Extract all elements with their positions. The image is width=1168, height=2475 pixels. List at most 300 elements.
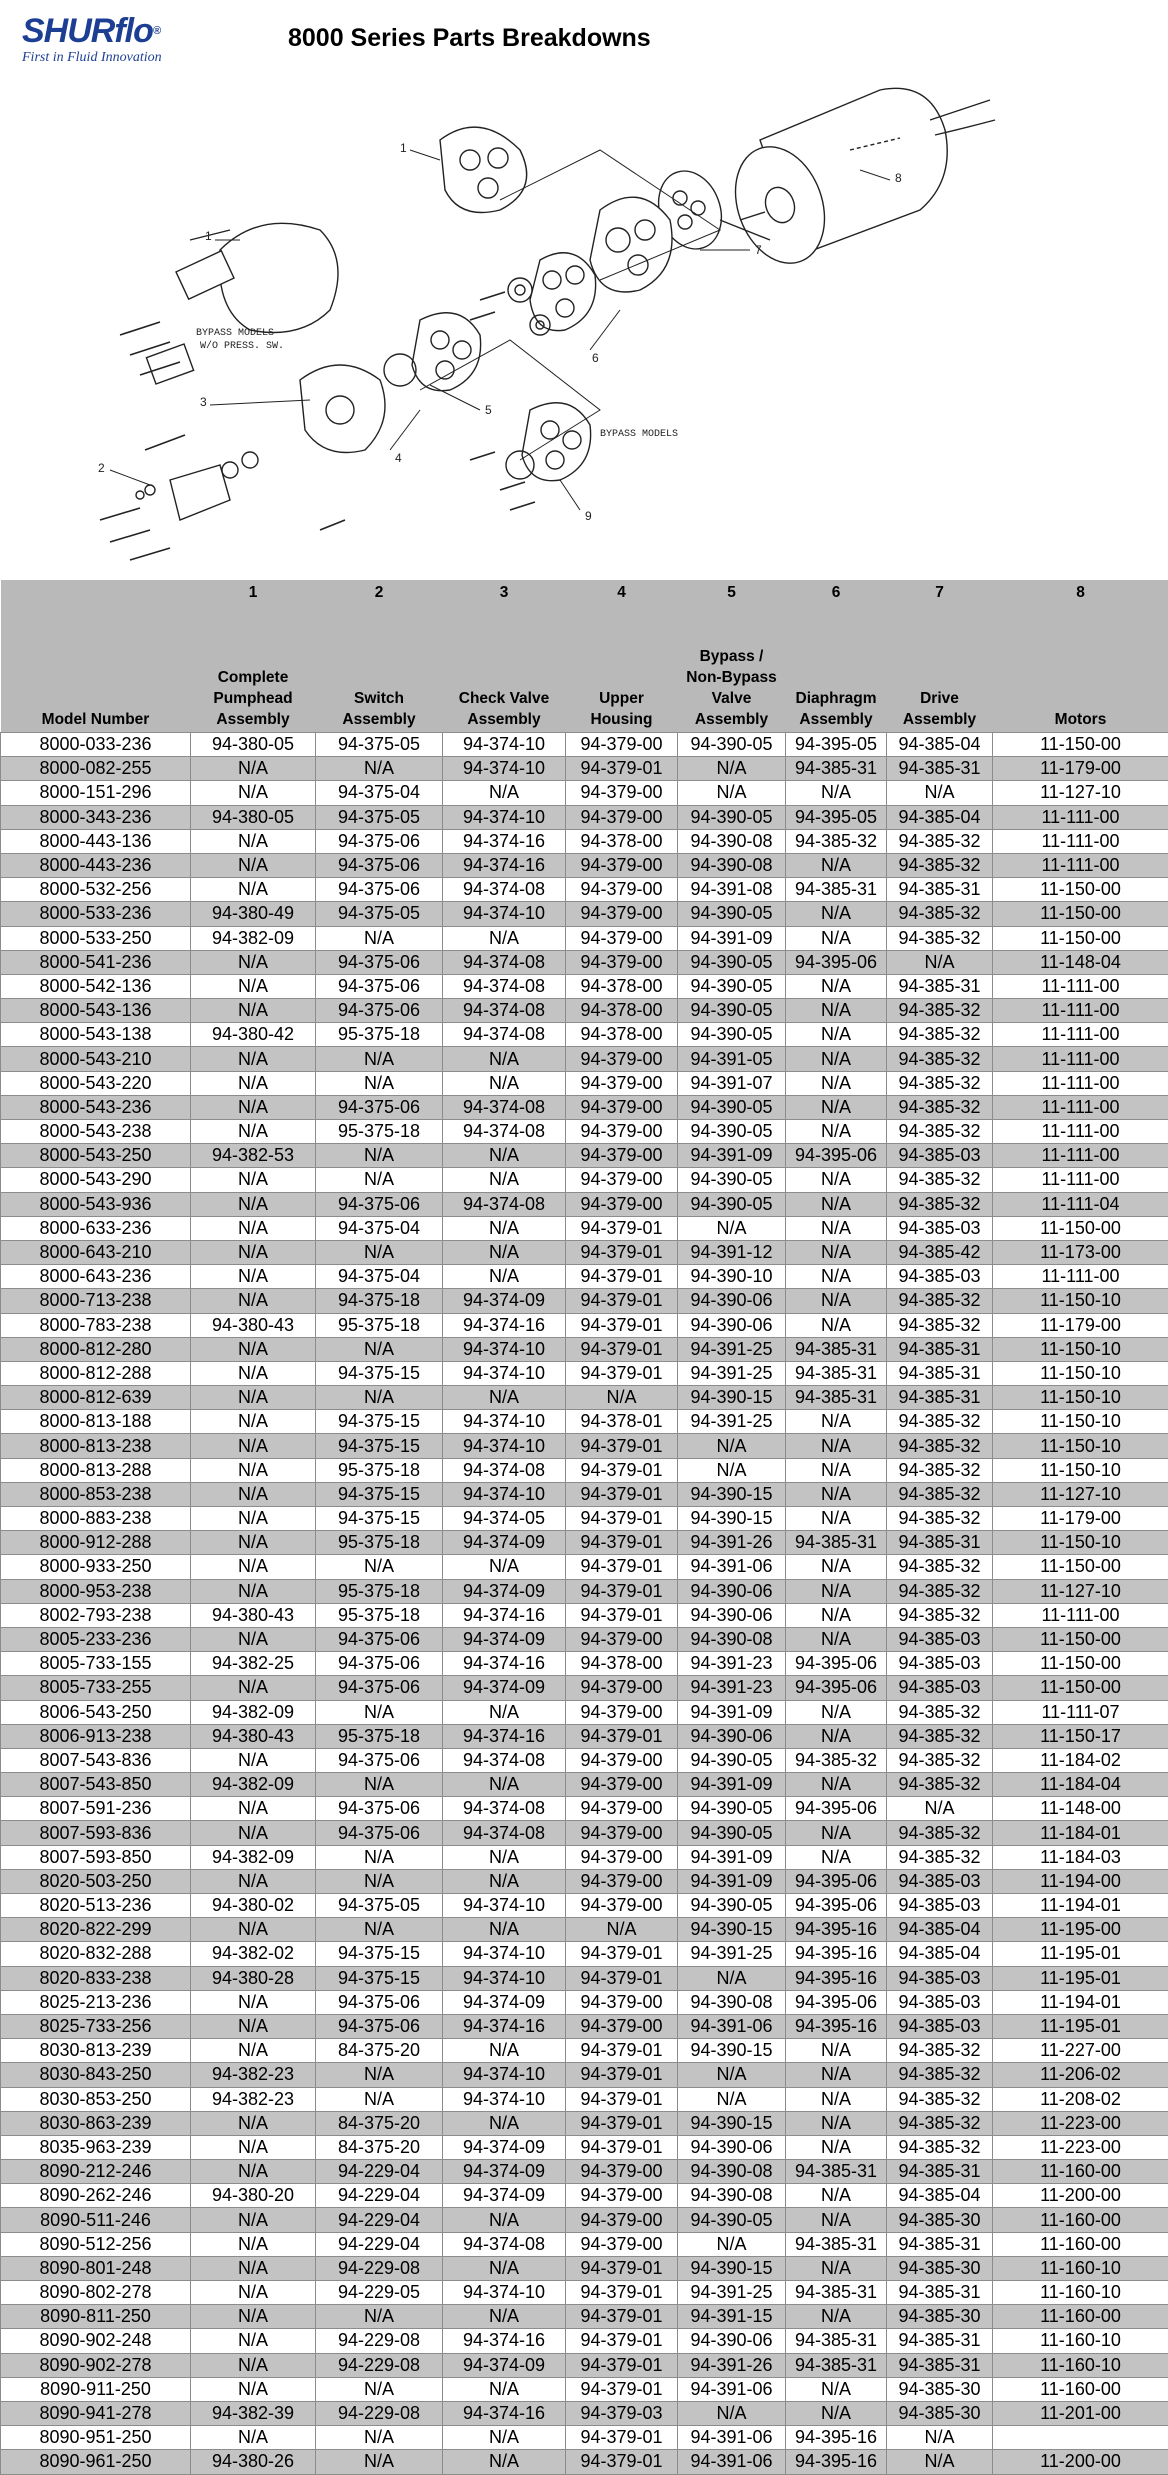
part-number-cell: N/A xyxy=(887,1797,993,1821)
part-number-cell: N/A xyxy=(786,2208,887,2232)
model-number-cell: 8000-813-238 xyxy=(1,1434,191,1458)
part-number-cell: 94-391-25 xyxy=(678,2281,786,2305)
column-header-line: Assembly xyxy=(318,709,441,730)
table-row xyxy=(1,2401,1168,2425)
part-number-cell: 94-374-16 xyxy=(443,2329,566,2353)
part-number-cell: 11-200-00 xyxy=(993,2184,1168,2208)
part-number-cell: 11-111-00 xyxy=(993,829,1168,853)
model-number-cell: 8000-443-236 xyxy=(1,853,191,877)
part-number-cell: 94-379-01 xyxy=(566,1507,678,1531)
part-number-cell: 94-374-16 xyxy=(443,853,566,877)
part-number-cell: 94-385-03 xyxy=(887,1966,993,1990)
part-number-cell: 94-391-06 xyxy=(678,2377,786,2401)
part-number-cell: 94-385-32 xyxy=(887,1168,993,1192)
part-number-cell: 94-379-01 xyxy=(566,1337,678,1361)
part-number-cell: N/A xyxy=(786,1603,887,1627)
part-number-cell: 94-382-25 xyxy=(191,1652,316,1676)
column-header-line: Motors xyxy=(995,709,1167,730)
callout-1-left: 1 xyxy=(205,229,212,243)
part-number-cell: 94-385-31 xyxy=(887,757,993,781)
part-number-cell: 94-385-32 xyxy=(887,1773,993,1797)
table-row xyxy=(1,1120,1168,1144)
table-row xyxy=(1,757,1168,781)
model-number-cell: 8090-961-250 xyxy=(1,2450,191,2474)
part-number-cell: 94-385-31 xyxy=(887,1361,993,1385)
part-number-cell: N/A xyxy=(786,1845,887,1869)
part-number-cell: 94-374-08 xyxy=(443,974,566,998)
part-number-cell: N/A xyxy=(316,2087,443,2111)
part-number-cell: N/A xyxy=(191,829,316,853)
part-number-cell: N/A xyxy=(786,1240,887,1264)
table-row xyxy=(1,1192,1168,1216)
part-number-cell: 94-374-08 xyxy=(443,999,566,1023)
part-number-cell: N/A xyxy=(443,1071,566,1095)
logo-wordmark: SHURflo xyxy=(22,12,153,50)
part-number-cell: 94-385-31 xyxy=(786,757,887,781)
part-number-cell: 94-395-16 xyxy=(786,1942,887,1966)
part-number-cell: 94-379-01 xyxy=(566,2329,678,2353)
model-number-cell: 8090-212-246 xyxy=(1,2160,191,2184)
switch-assembly-drawing xyxy=(136,465,230,520)
part-number-cell: 94-379-00 xyxy=(566,1168,678,1192)
part-number-cell: 94-390-08 xyxy=(678,853,786,877)
part-number-cell: N/A xyxy=(191,1579,316,1603)
part-number-cell: 94-375-05 xyxy=(316,1894,443,1918)
part-number-cell: 94-375-15 xyxy=(316,1410,443,1434)
part-number-cell: 94-382-39 xyxy=(191,2401,316,2425)
part-number-cell: 94-379-01 xyxy=(566,1240,678,1264)
part-number-cell: 11-160-00 xyxy=(993,2305,1168,2329)
table-row xyxy=(1,1821,1168,1845)
part-number-cell: 94-379-00 xyxy=(566,1869,678,1893)
part-number-cell: 94-379-01 xyxy=(566,1724,678,1748)
part-number-cell: 94-374-09 xyxy=(443,1531,566,1555)
table-row xyxy=(1,2135,1168,2159)
column-header-line: Model Number xyxy=(3,709,189,730)
part-number-cell: 94-390-05 xyxy=(678,1023,786,1047)
part-number-cell: N/A xyxy=(316,2450,443,2474)
part-number-cell: 11-150-10 xyxy=(993,1410,1168,1434)
part-number-cell: 94-375-06 xyxy=(316,1676,443,1700)
part-number-cell: 11-150-00 xyxy=(993,1216,1168,1240)
part-number-cell: 94-385-32 xyxy=(887,1555,993,1579)
part-number-cell: 94-385-32 xyxy=(887,1434,993,1458)
part-number-cell: 94-379-00 xyxy=(566,1071,678,1095)
part-number-cell: 94-385-31 xyxy=(786,1386,887,1410)
model-number-cell: 8000-933-250 xyxy=(1,1555,191,1579)
part-number-cell: 94-374-08 xyxy=(443,1120,566,1144)
part-number-cell: 11-184-02 xyxy=(993,1748,1168,1772)
part-number-cell: 94-379-00 xyxy=(566,1797,678,1821)
part-number-cell: 94-374-10 xyxy=(443,902,566,926)
part-number-cell: 94-375-05 xyxy=(316,902,443,926)
model-number-cell: 8090-802-278 xyxy=(1,2281,191,2305)
part-number-cell: N/A xyxy=(191,2426,316,2450)
part-number-cell: 94-379-00 xyxy=(566,2014,678,2038)
part-number-cell: 94-380-43 xyxy=(191,1313,316,1337)
part-number-cell: 94-390-05 xyxy=(678,733,786,757)
part-number-cell: 94-379-00 xyxy=(566,2232,678,2256)
part-number-cell: N/A xyxy=(786,1821,887,1845)
part-number-cell: N/A xyxy=(191,1482,316,1506)
model-number-cell: 8000-783-238 xyxy=(1,1313,191,1337)
part-number-cell: N/A xyxy=(316,1337,443,1361)
part-number-cell: 94-390-05 xyxy=(678,1095,786,1119)
table-row xyxy=(1,1410,1168,1434)
part-number-cell: 94-385-32 xyxy=(887,1507,993,1531)
part-number-cell: 94-374-16 xyxy=(443,2014,566,2038)
part-number-cell: 94-385-30 xyxy=(887,2305,993,2329)
part-number-cell: 11-150-10 xyxy=(993,1386,1168,1410)
part-number-cell: 94-375-15 xyxy=(316,1361,443,1385)
part-number-cell: N/A xyxy=(887,781,993,805)
part-number-cell: 94-379-00 xyxy=(566,1676,678,1700)
part-number-cell: 94-229-04 xyxy=(316,2232,443,2256)
part-number-cell: N/A xyxy=(191,1748,316,1772)
table-row xyxy=(1,1603,1168,1627)
part-number-cell: 94-380-43 xyxy=(191,1724,316,1748)
part-number-cell: 94-385-32 xyxy=(887,2063,993,2087)
part-number-cell: N/A xyxy=(191,2305,316,2329)
table-row xyxy=(1,2063,1168,2087)
part-number-cell: 94-374-10 xyxy=(443,1482,566,1506)
table-row xyxy=(1,1265,1168,1289)
part-number-cell: 94-379-00 xyxy=(566,1047,678,1071)
part-number-cell: 94-395-06 xyxy=(786,1144,887,1168)
model-number-cell: 8005-733-155 xyxy=(1,1652,191,1676)
part-number-cell: 94-385-30 xyxy=(887,2208,993,2232)
part-number-cell: 94-375-05 xyxy=(316,805,443,829)
part-number-cell: N/A xyxy=(678,2087,786,2111)
part-number-cell: N/A xyxy=(678,2401,786,2425)
part-number-cell: N/A xyxy=(786,1168,887,1192)
table-row xyxy=(1,733,1168,757)
part-number-cell: 94-229-08 xyxy=(316,2329,443,2353)
part-number-cell: N/A xyxy=(887,950,993,974)
part-number-cell: N/A xyxy=(443,1555,566,1579)
column-header xyxy=(1,604,191,733)
part-number-cell: 94-385-03 xyxy=(887,1990,993,2014)
part-number-cell: N/A xyxy=(786,1120,887,1144)
part-number-cell: 11-184-04 xyxy=(993,1773,1168,1797)
part-number-cell: N/A xyxy=(191,1458,316,1482)
table-row xyxy=(1,1289,1168,1313)
part-number-cell: 11-148-04 xyxy=(993,950,1168,974)
table-row xyxy=(1,1168,1168,1192)
part-number-cell: 94-385-32 xyxy=(887,1192,993,1216)
column-header-line: Diaphragm xyxy=(788,688,885,709)
part-number-cell: 94-385-31 xyxy=(887,1531,993,1555)
part-number-cell: 11-160-10 xyxy=(993,2329,1168,2353)
column-number: 8 xyxy=(993,580,1168,604)
part-number-cell: 94-229-08 xyxy=(316,2256,443,2280)
model-number-cell: 8030-843-250 xyxy=(1,2063,191,2087)
part-number-cell: 94-395-06 xyxy=(786,1894,887,1918)
part-number-cell: N/A xyxy=(191,1071,316,1095)
part-number-cell: N/A xyxy=(786,1095,887,1119)
part-number-cell: 94-390-05 xyxy=(678,1192,786,1216)
part-number-cell: 94-395-06 xyxy=(786,1869,887,1893)
part-number-cell: 94-385-42 xyxy=(887,1240,993,1264)
part-number-cell: 94-374-08 xyxy=(443,1023,566,1047)
part-number-cell: 94-382-23 xyxy=(191,2063,316,2087)
table-row xyxy=(1,1845,1168,1869)
pumphead-switch-drawing xyxy=(146,223,338,384)
model-number-cell: 8005-733-255 xyxy=(1,1676,191,1700)
part-number-cell: 11-208-02 xyxy=(993,2087,1168,2111)
part-number-cell: 94-379-00 xyxy=(566,950,678,974)
part-number-cell: 11-150-00 xyxy=(993,1555,1168,1579)
part-number-cell: 11-111-04 xyxy=(993,1192,1168,1216)
part-number-cell: N/A xyxy=(443,926,566,950)
part-number-cell: 94-385-32 xyxy=(887,2087,993,2111)
part-number-cell: N/A xyxy=(191,1507,316,1531)
part-number-cell: 94-390-15 xyxy=(678,1918,786,1942)
part-number-cell: 94-385-32 xyxy=(887,1071,993,1095)
part-number-cell: 94-385-32 xyxy=(887,1482,993,1506)
part-number-cell: 95-375-18 xyxy=(316,1458,443,1482)
part-number-cell: N/A xyxy=(191,1434,316,1458)
model-number-cell: 8007-543-836 xyxy=(1,1748,191,1772)
part-number-cell: 94-385-31 xyxy=(887,2160,993,2184)
part-number-cell: N/A xyxy=(887,2450,993,2474)
model-number-cell: 8020-832-288 xyxy=(1,1942,191,1966)
table-row xyxy=(1,1071,1168,1095)
part-number-cell: 94-390-15 xyxy=(678,2111,786,2135)
model-number-cell: 8000-443-136 xyxy=(1,829,191,853)
part-number-cell: 94-379-01 xyxy=(566,1579,678,1603)
part-number-cell: 94-375-04 xyxy=(316,1216,443,1240)
part-number-cell: 94-380-20 xyxy=(191,2184,316,2208)
part-number-cell: 94-374-10 xyxy=(443,1361,566,1385)
model-number-cell: 8000-543-236 xyxy=(1,1095,191,1119)
label-bypass-no-switch-2: W/O PRESS. SW. xyxy=(200,340,284,352)
part-number-cell: 94-379-01 xyxy=(566,2135,678,2159)
part-number-cell: N/A xyxy=(316,757,443,781)
table-row xyxy=(1,1990,1168,2014)
model-number-cell: 8007-593-836 xyxy=(1,1821,191,1845)
part-number-cell: 11-111-00 xyxy=(993,1144,1168,1168)
part-number-cell: N/A xyxy=(786,1410,887,1434)
part-number-cell: N/A xyxy=(678,1434,786,1458)
column-number xyxy=(1,580,191,604)
model-number-cell: 8090-902-278 xyxy=(1,2353,191,2377)
part-number-cell: 94-374-09 xyxy=(443,2353,566,2377)
diaphragm-assembly-drawing xyxy=(508,253,596,335)
part-number-cell: 94-391-05 xyxy=(678,1047,786,1071)
table-row xyxy=(1,805,1168,829)
part-number-cell: N/A xyxy=(786,2135,887,2159)
part-number-cell: N/A xyxy=(191,2111,316,2135)
part-number-cell: 94-374-10 xyxy=(443,757,566,781)
part-number-cell: 94-385-32 xyxy=(887,2135,993,2159)
callout-6: 6 xyxy=(592,351,599,365)
part-number-cell: N/A xyxy=(786,1724,887,1748)
table-row xyxy=(1,2353,1168,2377)
part-number-cell: N/A xyxy=(443,1845,566,1869)
part-number-cell: 94-374-16 xyxy=(443,1313,566,1337)
model-number-cell: 8000-542-136 xyxy=(1,974,191,998)
part-number-cell: 94-382-02 xyxy=(191,1942,316,1966)
part-number-cell: 94-379-01 xyxy=(566,2256,678,2280)
part-number-cell: N/A xyxy=(786,781,887,805)
part-number-cell: 94-391-26 xyxy=(678,2353,786,2377)
part-number-cell: N/A xyxy=(443,781,566,805)
part-number-cell: N/A xyxy=(316,926,443,950)
part-number-cell: N/A xyxy=(191,1337,316,1361)
part-number-cell: 94-385-03 xyxy=(887,2014,993,2038)
part-number-cell: 94-375-06 xyxy=(316,1192,443,1216)
part-number-cell: N/A xyxy=(786,1023,887,1047)
part-number-cell: 94-374-09 xyxy=(443,1990,566,2014)
part-number-cell: 94-379-01 xyxy=(566,1555,678,1579)
part-number-cell: 94-374-10 xyxy=(443,805,566,829)
model-number-cell: 8000-912-288 xyxy=(1,1531,191,1555)
part-number-cell: 94-385-30 xyxy=(887,2401,993,2425)
part-number-cell: N/A xyxy=(443,2256,566,2280)
table-row xyxy=(1,1313,1168,1337)
part-number-cell: 94-379-00 xyxy=(566,1192,678,1216)
part-number-cell: 94-395-06 xyxy=(786,1652,887,1676)
part-number-cell: N/A xyxy=(786,1047,887,1071)
part-number-cell: 94-385-31 xyxy=(887,1337,993,1361)
part-number-cell: 94-385-03 xyxy=(887,1627,993,1651)
part-number-cell: 94-374-05 xyxy=(443,1507,566,1531)
part-number-cell: N/A xyxy=(191,2232,316,2256)
part-number-cell: 11-127-10 xyxy=(993,781,1168,805)
part-number-cell: N/A xyxy=(786,1265,887,1289)
part-number-cell: N/A xyxy=(191,950,316,974)
part-number-cell: 94-382-09 xyxy=(191,1700,316,1724)
part-number-cell: 11-150-00 xyxy=(993,1652,1168,1676)
part-number-cell: 11-111-00 xyxy=(993,1603,1168,1627)
part-number-cell: 11-111-00 xyxy=(993,999,1168,1023)
part-number-cell: N/A xyxy=(191,2281,316,2305)
part-number-cell: 94-379-00 xyxy=(566,902,678,926)
column-header-line: Valve xyxy=(680,688,784,709)
part-number-cell: 94-395-16 xyxy=(786,2014,887,2038)
callout-7: 7 xyxy=(755,243,762,257)
part-number-cell: 94-375-15 xyxy=(316,1507,443,1531)
part-number-cell: 94-390-08 xyxy=(678,1627,786,1651)
model-number-cell: 8000-883-238 xyxy=(1,1507,191,1531)
part-number-cell: N/A xyxy=(443,1240,566,1264)
part-number-cell: 94-379-00 xyxy=(566,733,678,757)
part-number-cell: 94-390-15 xyxy=(678,2256,786,2280)
part-number-cell: 94-379-01 xyxy=(566,2426,678,2450)
part-number-cell: 94-378-00 xyxy=(566,1652,678,1676)
column-header-line: Drive xyxy=(889,688,991,709)
part-number-cell: 11-179-00 xyxy=(993,1507,1168,1531)
model-number-cell: 8090-811-250 xyxy=(1,2305,191,2329)
part-number-cell: 94-390-05 xyxy=(678,974,786,998)
part-number-cell: N/A xyxy=(191,781,316,805)
part-number-cell: N/A xyxy=(443,1265,566,1289)
part-number-cell: 94-379-00 xyxy=(566,853,678,877)
part-number-cell: 94-375-04 xyxy=(316,1265,443,1289)
column-header-line: Assembly xyxy=(680,709,784,730)
table-row xyxy=(1,1507,1168,1531)
part-number-cell: N/A xyxy=(191,1627,316,1651)
part-number-cell: N/A xyxy=(316,1144,443,1168)
part-number-cell: 11-194-01 xyxy=(993,1894,1168,1918)
part-number-cell: N/A xyxy=(443,2039,566,2063)
part-number-cell: N/A xyxy=(786,1482,887,1506)
part-number-cell: 11-111-00 xyxy=(993,1120,1168,1144)
part-number-cell: N/A xyxy=(678,1966,786,1990)
callout-5: 5 xyxy=(485,403,492,417)
model-number-cell: 8090-902-248 xyxy=(1,2329,191,2353)
part-number-cell: 94-378-00 xyxy=(566,974,678,998)
part-number-cell: 94-391-15 xyxy=(678,2305,786,2329)
part-number-cell: 94-385-03 xyxy=(887,1216,993,1240)
part-number-cell: 11-160-00 xyxy=(993,2208,1168,2232)
model-number-cell: 8000-543-250 xyxy=(1,1144,191,1168)
part-number-cell: N/A xyxy=(316,1047,443,1071)
part-number-cell: 84-375-20 xyxy=(316,2039,443,2063)
part-number-cell: N/A xyxy=(191,1265,316,1289)
table-row xyxy=(1,1869,1168,1893)
callout-9: 9 xyxy=(585,509,592,523)
part-number-cell: 94-379-01 xyxy=(566,1942,678,1966)
part-number-cell: 94-374-10 xyxy=(443,2087,566,2111)
part-number-cell: 94-375-06 xyxy=(316,1821,443,1845)
part-number-cell: 94-374-10 xyxy=(443,733,566,757)
model-number-cell: 8020-513-236 xyxy=(1,1894,191,1918)
model-number-cell: 8000-543-936 xyxy=(1,1192,191,1216)
part-number-cell: 94-375-15 xyxy=(316,1966,443,1990)
table-row xyxy=(1,926,1168,950)
part-number-cell: 11-150-00 xyxy=(993,1676,1168,1700)
part-number-cell: 94-390-06 xyxy=(678,2135,786,2159)
part-number-cell: 94-385-31 xyxy=(786,2329,887,2353)
part-number-cell: N/A xyxy=(191,1821,316,1845)
model-number-cell: 8030-863-239 xyxy=(1,2111,191,2135)
part-number-cell: N/A xyxy=(443,1918,566,1942)
part-number-cell: 94-391-06 xyxy=(678,1555,786,1579)
table-row xyxy=(1,1773,1168,1797)
model-number-cell: 8000-812-280 xyxy=(1,1337,191,1361)
part-number-cell: N/A xyxy=(786,2305,887,2329)
logo-tagline: First in Fluid Innovation xyxy=(22,50,162,66)
part-number-cell: N/A xyxy=(191,1095,316,1119)
part-number-cell: 94-378-00 xyxy=(566,1023,678,1047)
part-number-cell: 94-390-06 xyxy=(678,1313,786,1337)
part-number-cell: 11-184-01 xyxy=(993,1821,1168,1845)
part-number-cell: 94-385-31 xyxy=(786,1361,887,1385)
table-row xyxy=(1,2039,1168,2063)
table-row xyxy=(1,1748,1168,1772)
part-number-cell: 94-374-10 xyxy=(443,2281,566,2305)
table-row xyxy=(1,1966,1168,1990)
part-number-cell: 94-385-32 xyxy=(887,1579,993,1603)
part-number-cell: 94-385-32 xyxy=(786,829,887,853)
part-number-cell: N/A xyxy=(191,2014,316,2038)
part-number-cell: 11-160-10 xyxy=(993,2281,1168,2305)
part-number-cell: 94-375-06 xyxy=(316,1797,443,1821)
part-number-cell: N/A xyxy=(191,2160,316,2184)
column-header-line: Assembly xyxy=(445,709,564,730)
part-number-cell: 94-379-00 xyxy=(566,2184,678,2208)
callout-8: 8 xyxy=(895,171,902,185)
model-number-cell: 8000-533-236 xyxy=(1,902,191,926)
part-number-cell: 94-385-32 xyxy=(887,1724,993,1748)
part-number-cell: N/A xyxy=(786,1313,887,1337)
model-number-cell: 8000-953-238 xyxy=(1,1579,191,1603)
part-number-cell: 94-385-32 xyxy=(887,1845,993,1869)
table-row xyxy=(1,2377,1168,2401)
part-number-cell: 94-375-06 xyxy=(316,1627,443,1651)
